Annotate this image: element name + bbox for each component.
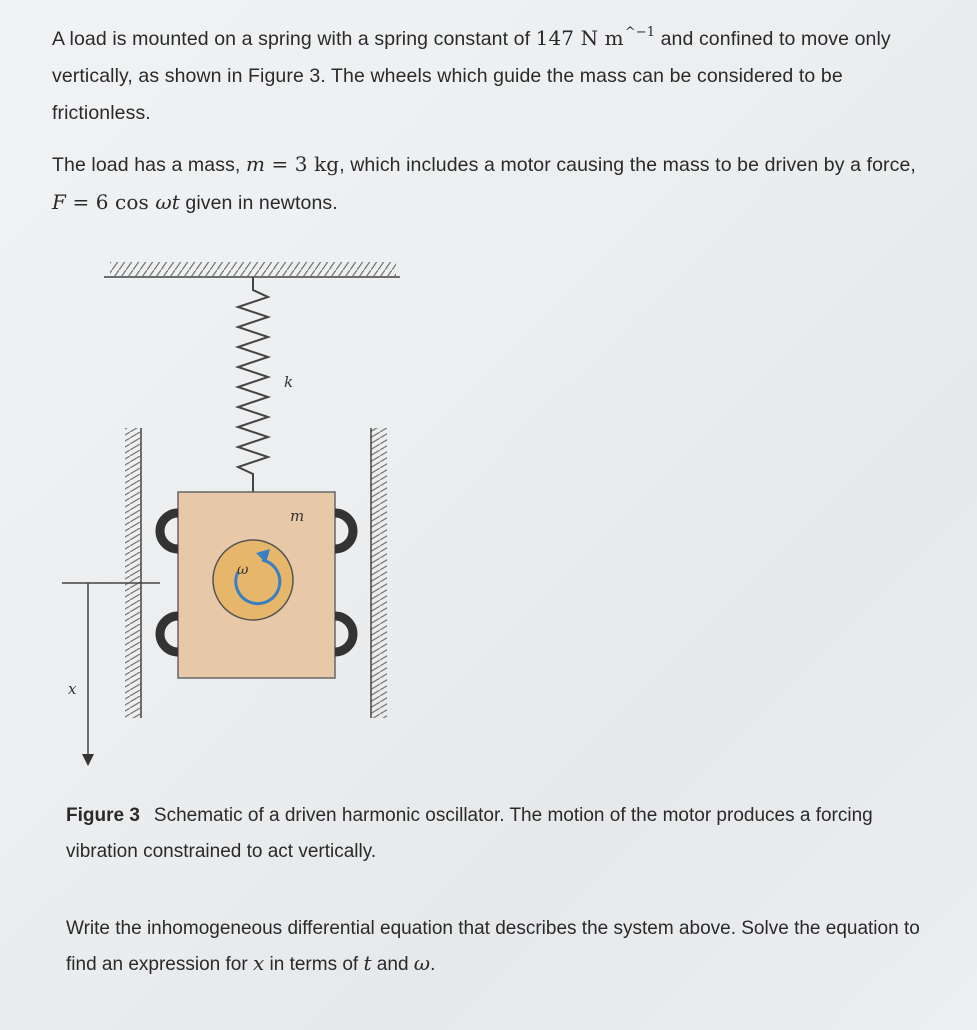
wheel-left-top bbox=[160, 513, 178, 549]
var-omega: ω bbox=[413, 951, 431, 975]
spring-label: k bbox=[284, 373, 294, 391]
motor bbox=[213, 540, 293, 620]
spring-constant-value: 147 N $m^{\^{}-1}$ bbox=[535, 25, 656, 50]
force-expression: F = 6 cos ωt bbox=[52, 190, 180, 214]
var-x: x bbox=[252, 951, 265, 975]
x-axis-label: x bbox=[68, 680, 77, 698]
x-axis bbox=[62, 583, 160, 760]
right-wall bbox=[371, 428, 387, 718]
var-t: t bbox=[363, 951, 372, 975]
wheel-left-bottom bbox=[160, 616, 178, 652]
wheel-right-bottom bbox=[335, 616, 353, 652]
question-text: Write the inhomogeneous differential equation that describes the system above. Solve the equation to find an expression for x in terms of t and ω. bbox=[66, 918, 920, 975]
spring-text-start: A load is mounted on a spring with a spring constant of bbox=[52, 28, 536, 50]
mass-label: m bbox=[290, 507, 305, 525]
figure-caption-text: Schematic of a driven harmonic oscillator. The motion of the motor produces a forcing vibration constrained to act vertically. bbox=[66, 805, 873, 862]
figure-caption-label: Figure 3 bbox=[66, 805, 140, 826]
motor-label: ω bbox=[237, 562, 249, 578]
spring-text-end: and confined to move only vertically, as shown in Figure 3. The wheels which guide the mass can be considered to be frictionless. bbox=[52, 28, 891, 124]
wheel-right-top bbox=[335, 513, 353, 549]
left-wall bbox=[125, 428, 141, 718]
figure-caption bbox=[66, 798, 916, 870]
ceiling bbox=[104, 262, 400, 277]
spring bbox=[238, 277, 268, 492]
mass-expression: m = 3 kg bbox=[245, 152, 340, 176]
problem-paragraph-mass: The load has a mass, m = 3 kg, which includes a motor causing the mass to be driven by a force, F = 6 cos ωt given in newtons. bbox=[52, 152, 916, 214]
